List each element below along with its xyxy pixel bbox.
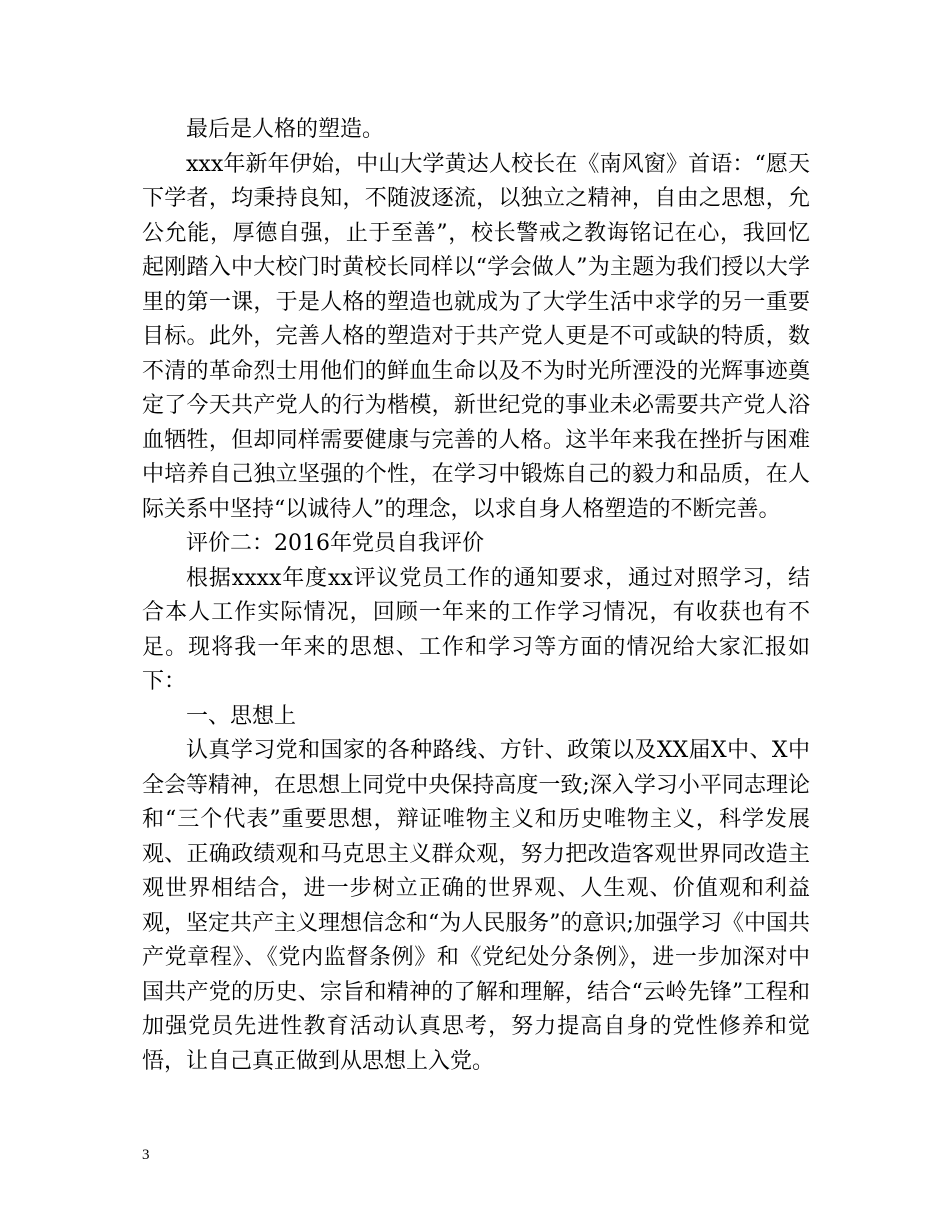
paragraph-personality-heading: 最后是人格的塑造。: [186, 117, 385, 142]
page-number: 3: [142, 1147, 150, 1163]
paragraph-section-body: 认真学习党和国家的各种路线、方针、政策以及XX届X中、X中全会等精神，在思想上同党中央保持高度一致;深入学习小平同志理论和“三个代表”重要思想，辩证唯物主义和历史唯物主义，科学发展观、正确政绩观和马克思主义群众观，努力把改造客观世界同改造主观世界相结合，进一步树立正确的世界观、人生观、价值观和利益观，坚定共产主义理想信念和“为人民服务”的意识;加强学习《中国共产党章程》、《党内监督条例》和《党纪处分条例》，进一步加深对中国共产党的历史、宗旨和精神的了解和理解，结合“云岭先锋”工程和加强党员先进性教育活动认真思考，努力提高自身的党性修养和觉悟，让自己真正做到从思想上入党。: [142, 738, 810, 1074]
paragraph-personality-body: xxx年新年伊始，中山大学黄达人校长在《南风窗》首语：“愿天下学者，均秉持良知，不随波逐流，以独立之精神，自由之思想，允公允能，厚德自强，止于至善”，校长警戒之教诲铭记在心，我回忆起刚踏入中大校门时黄校长同样以“学会做人”为主题为我们授以大学里的第一课，于是人格的塑造也就成为了大学生活中求学的另一重要目标。此外，完善人格的塑造对于共产党人更是不可或缺的特质，数不清的革命烈士用他们的鲜血生命以及不为时光所湮没的光辉事迹奠定了今天共产党人的行为楷模，新世纪党的事业未必需要共产党人浴血牺牲，但却同样需要健康与完善的人格。这半年来我在挫折与困难中培养自己独立坚强的个性，在学习中锻炼自己的毅力和品质，在人际关系中坚持“以诚待人”的理念，以求自身人格塑造的不断完善。: [142, 151, 810, 522]
paragraph-evaluation-title: 评价二：2016年党员自我评价: [186, 531, 484, 556]
paragraph-section-heading: 一、思想上: [186, 703, 297, 729]
paragraph-evaluation-intro: 根据xxxx年度xx评议党员工作的通知要求，通过对照学习，结合本人工作实际情况，回顾一年来的工作学习情况，有收获也有不足。现将我一年来的思想、工作和学习等方面的情况给大家汇报如下：: [142, 565, 810, 694]
body-text: [142, 113, 810, 1079]
